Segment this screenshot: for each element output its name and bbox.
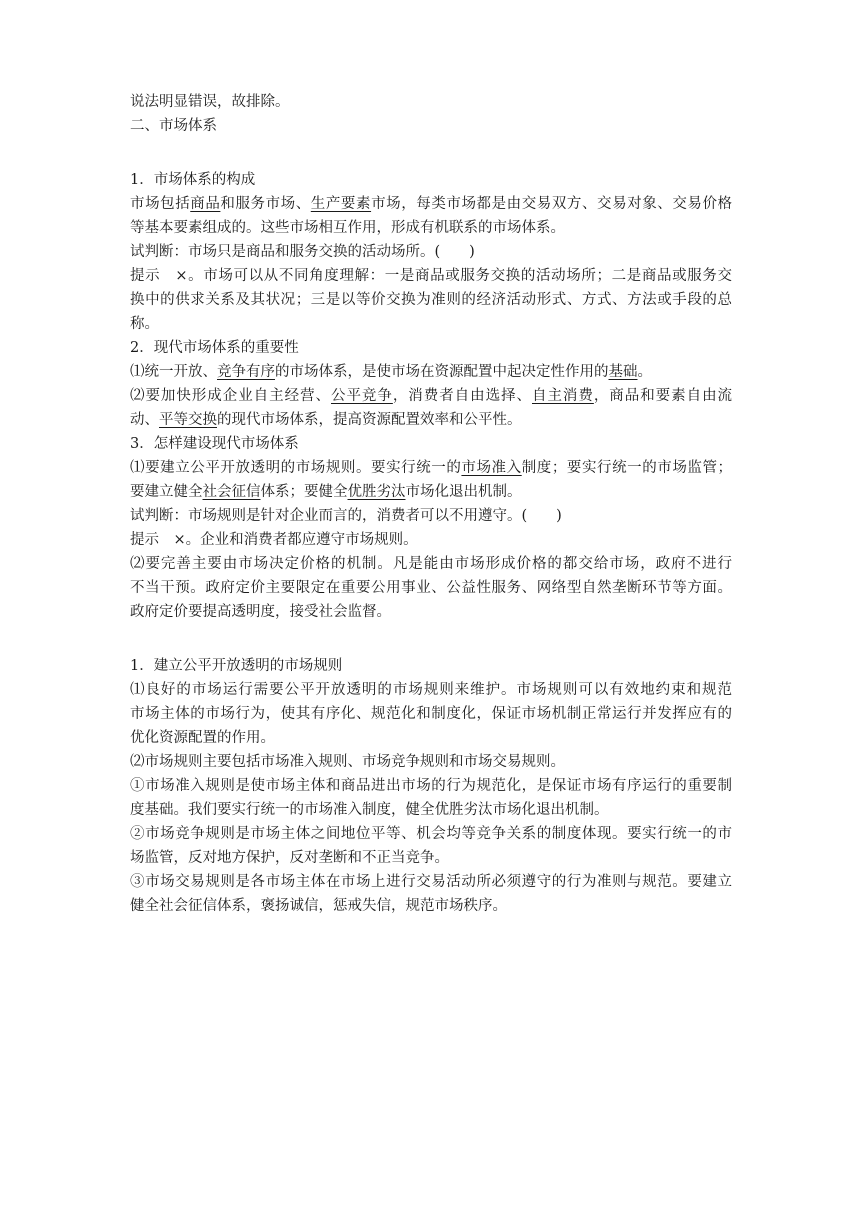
text-line: 说法明显错误，故排除。: [130, 94, 290, 110]
paragraph-line: 等基本要素组成的。这些市场相互作用，形成有机联系的市场体系。: [130, 220, 565, 236]
paragraph-line: [130, 456, 732, 480]
underlined-term: 市场准入: [461, 460, 522, 476]
underlined-term: 平等交换: [159, 412, 217, 428]
paragraph-line: ②市场竞争规则是市场主体之间地位平等、机会均等竞争关系的制度体现。要实行统一的市: [130, 826, 732, 842]
subheading-market-system-composition: 1．市场体系的构成: [130, 172, 256, 188]
spacer: [130, 624, 732, 654]
underlined-term: 自主消费: [532, 388, 594, 404]
underlined-term: 基础: [608, 364, 638, 380]
text-run: ⑵要加快形成企业自主经营、: [130, 388, 331, 404]
text-run: 市场包括: [130, 196, 191, 212]
paragraph-line: 市场主体的市场行为，使其有序化、规范化和制度化，保证市场机制正常运行并发挥应有的: [130, 706, 732, 722]
hint-line: 提示 ×。市场可以从不同角度理解：一是商品或服务交换的活动场所；二是商品或服务交: [130, 268, 732, 284]
paragraph-line: [130, 480, 732, 504]
subheading-market-rules: 1．建立公平开放透明的市场规则: [130, 658, 343, 674]
paragraph-line: 政府定价要提高透明度，接受社会监督。: [130, 604, 391, 620]
text-run: 动、: [130, 412, 159, 428]
text-run: ，消费者自由选择、: [392, 388, 532, 404]
paragraph-line: ⑵要完善主要由市场决定价格的机制。凡是能由市场形成价格的都交给市场，政府不进行: [130, 556, 732, 572]
paragraph-line: 场监管，反对地方保护，反对垄断和不正当竞争。: [130, 850, 449, 866]
paragraph-line: ⑴良好的市场运行需要公平开放透明的市场规则来维护。市场规则可以有效地约束和规范: [130, 682, 732, 698]
text-run: 。: [637, 364, 652, 380]
hint-line: 换中的供求关系及其状况；三是以等价交换为准则的经济活动形式、方式、方法或手段的总: [130, 292, 732, 308]
hint-line: 提示 ×。企业和消费者都应遵守市场规则。: [130, 532, 418, 548]
paragraph-line: 健全社会征信体系，褒扬诚信，惩戒失信，规范市场秩序。: [130, 898, 507, 914]
paragraph-line: [130, 360, 732, 384]
section-heading-market-system: 二、市场体系: [130, 118, 217, 134]
paragraph-line: ⑵市场规则主要包括市场准入规则、市场竞争规则和市场交易规则。: [130, 754, 565, 770]
judgement-question: 试判断：市场只是商品和服务交换的活动场所。( ): [130, 244, 475, 260]
paragraph-line: ①市场准入规则是使市场主体和商品进出市场的行为规范化，是保证市场有序运行的重要制: [130, 778, 732, 794]
paragraph-line: 优化资源配置的作用。: [130, 730, 275, 746]
subheading-how-to-build: 3．怎样建设现代市场体系: [130, 436, 299, 452]
paragraph-line: 不当干预。政府定价主要限定在重要公用事业、公益性服务、网络型自然垄断环节等方面。: [130, 580, 732, 596]
text-run: 的市场体系，是使市场在资源配置中起决定性作用的: [275, 364, 609, 380]
subheading-importance: 2．现代市场体系的重要性: [130, 340, 299, 356]
underlined-term: 商品: [190, 196, 221, 212]
paragraph-line: [130, 408, 732, 432]
paragraph-line: ③市场交易规则是各市场主体在市场上进行交易活动所必须遵守的行为准则与规范。要建立: [130, 874, 732, 890]
text-run: 的现代市场体系，提高资源配置效率和公平性。: [217, 412, 522, 428]
document-page: [130, 90, 732, 918]
text-run: 市场化退出机制。: [405, 484, 522, 500]
text-run: 和服务市场、: [220, 196, 311, 212]
underlined-term: 公平竞争: [331, 388, 393, 404]
text-run: 市场，每类市场都是由交易双方、交易对象、交易价格: [371, 196, 732, 212]
text-run: 制度；要实行统一的市场监管；: [521, 460, 732, 476]
spacer: [130, 138, 732, 168]
underlined-term: 社会征信: [202, 484, 261, 500]
text-run: 体系；要健全: [260, 484, 348, 500]
underlined-term: 优胜劣汰: [347, 484, 406, 500]
underlined-term: 生产要素: [310, 196, 372, 212]
text-run: 要建立健全: [130, 484, 203, 500]
judgement-question: 试判断：市场规则是针对企业而言的，消费者可以不用遵守。( ): [130, 508, 562, 524]
paragraph-line: [130, 384, 732, 408]
paragraph-line: 度基础。我们要实行统一的市场准入制度，健全优胜劣汰市场化退出机制。: [130, 802, 609, 818]
hint-line: 称。: [130, 316, 159, 332]
text-run: ⑴要建立公平开放透明的市场规则。要实行统一的: [130, 460, 462, 476]
underlined-term: 竞争有序: [217, 364, 275, 380]
text-run: ，商品和要素自由流: [593, 388, 732, 404]
paragraph-line: [130, 192, 732, 216]
text-run: ⑴统一开放、: [130, 364, 217, 380]
